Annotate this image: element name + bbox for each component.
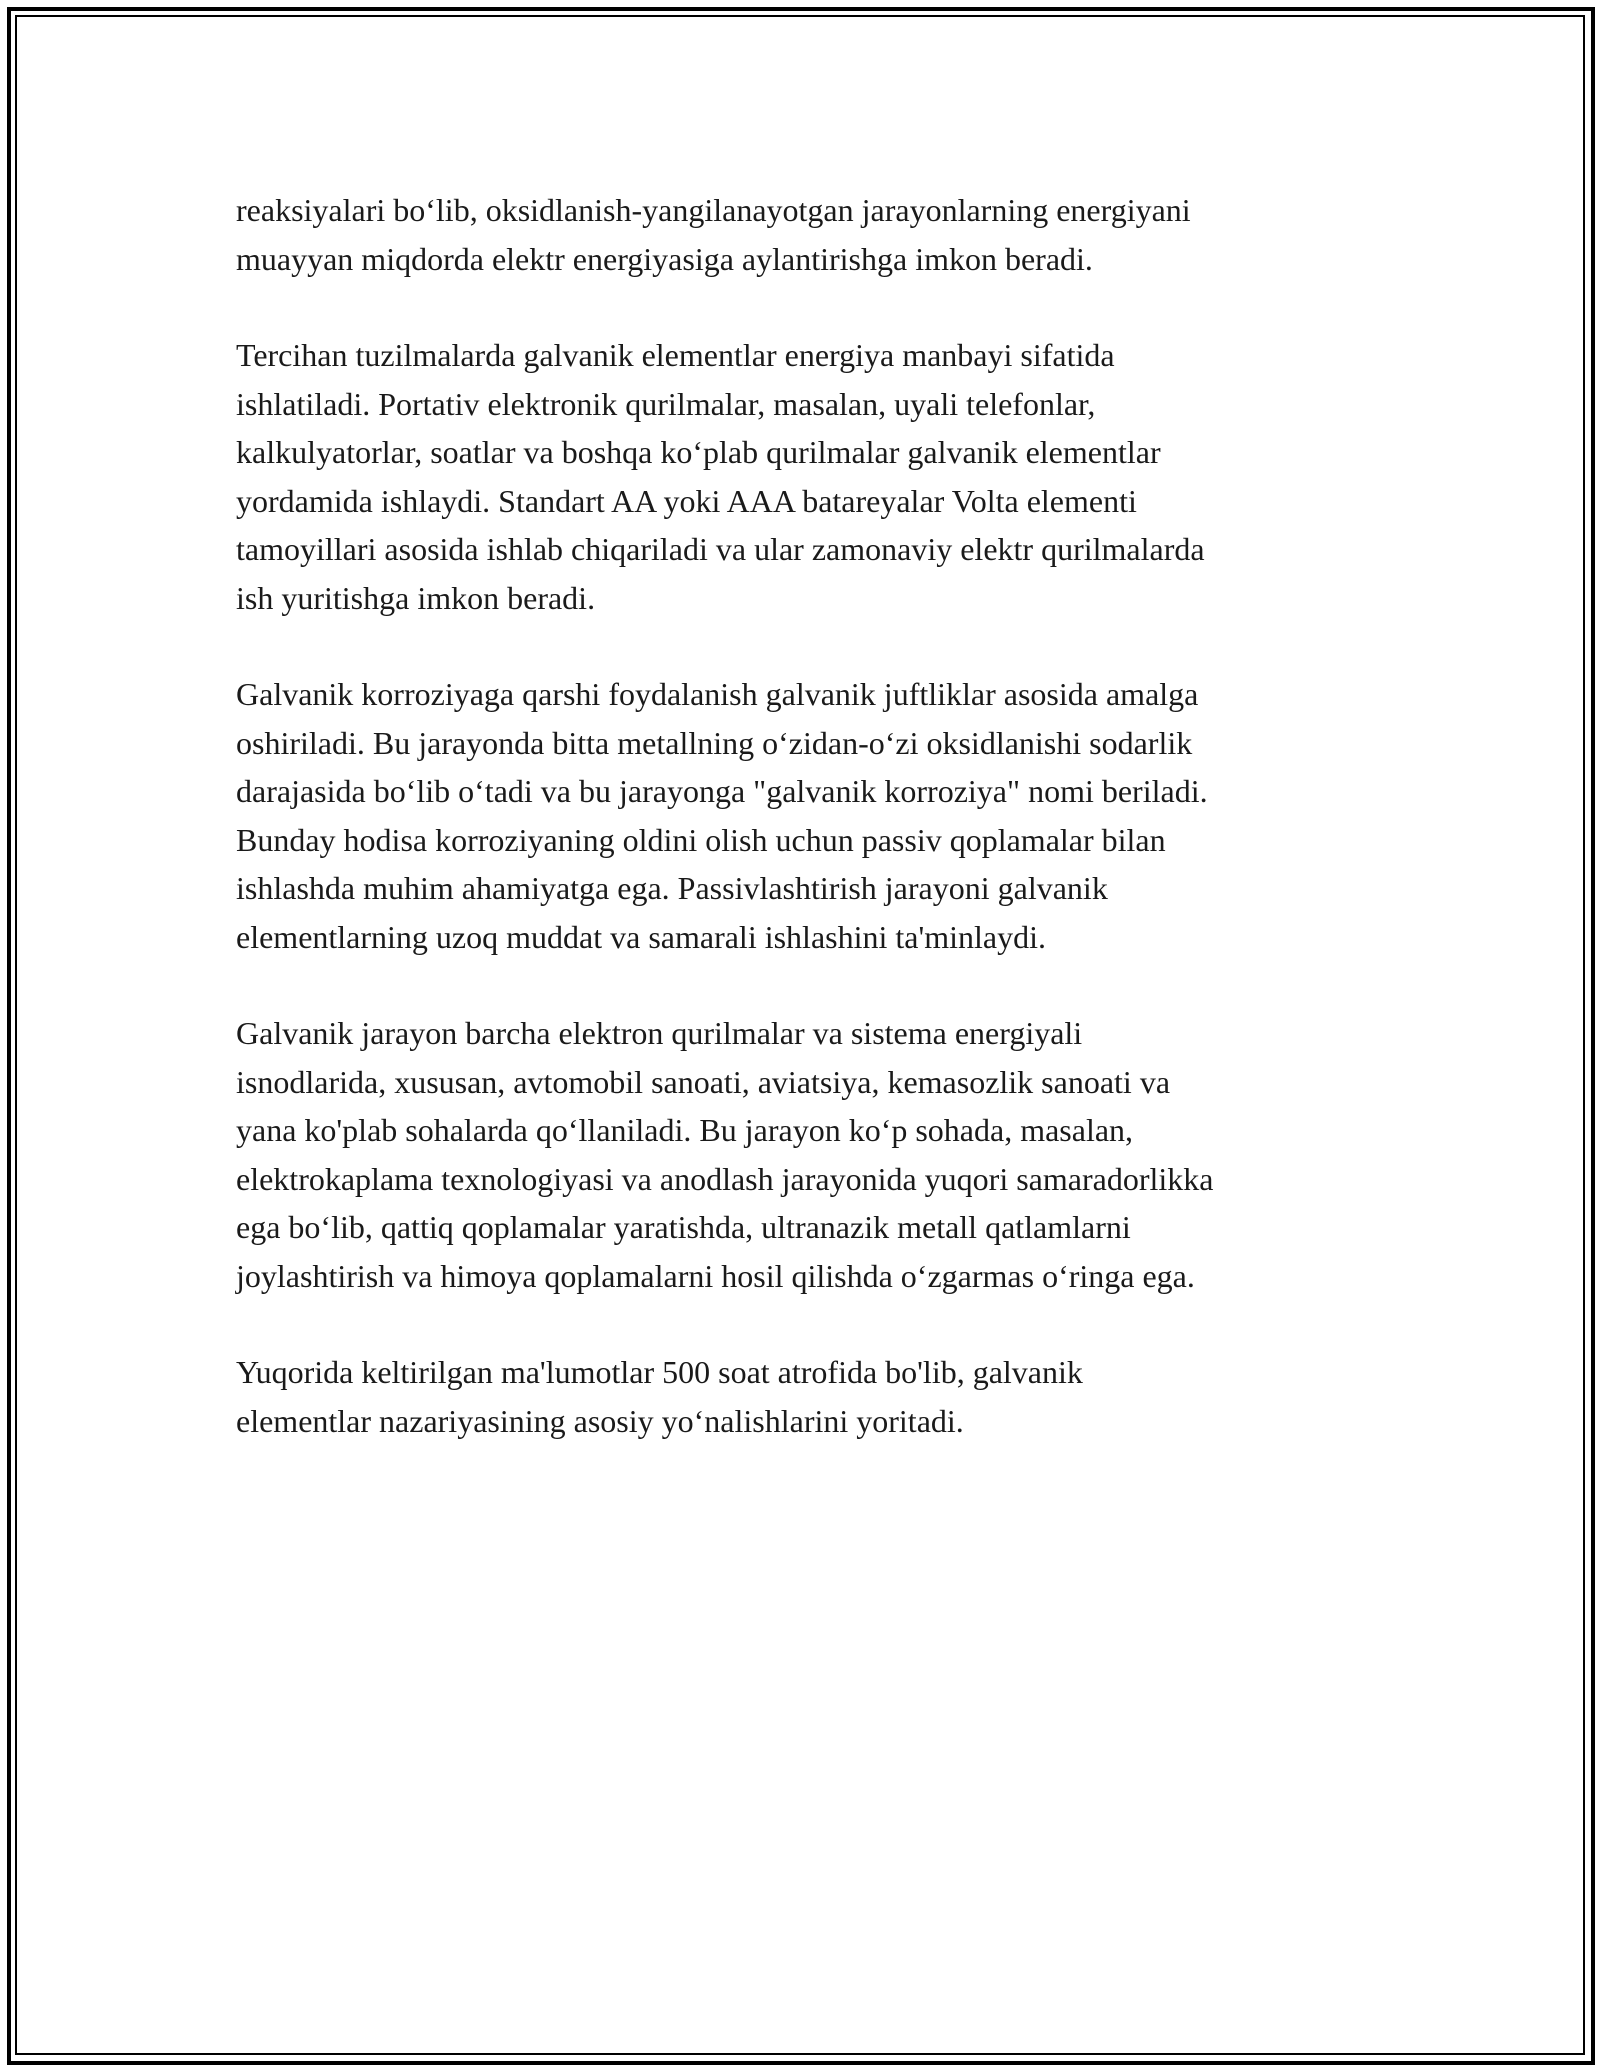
text-line: muayyan miqdorda elektr energiyasiga aylantirishga imkon beradi. (236, 240, 1093, 277)
text-line: Galvanik jarayon barcha elektron qurilmalar va sistema energiyali (236, 1015, 1083, 1051)
text-line: ega bo‘lib, qattiq qoplamalar yaratishda, ultranazik metall qatlamlarni (236, 1209, 1131, 1245)
text-line: ish yuritishga imkon beradi. (236, 579, 596, 616)
text-line: darajasida bo‘lib o‘tadi va bu jarayonga "galvanik korroziya" nomi beriladi. (236, 773, 1208, 809)
text-line: Tercihan tuzilmalarda galvanik elementlar energiya manbayi sifatida (236, 337, 1115, 373)
paragraph-5 (236, 1348, 1386, 1445)
text-line: reaksiyalari bo‘lib, oksidlanish-yangilanayotgan jarayonlarning energiyani (236, 192, 1191, 228)
text-line: elementlarning uzoq muddat va samarali ishlashini ta'minlaydi. (236, 918, 1046, 955)
paragraph-1 (236, 186, 1386, 283)
paragraph-3 (236, 670, 1386, 961)
text-line: Yuqorida keltirilgan ma'lumotlar 500 soat atrofida bo'lib, galvanik (236, 1354, 1083, 1390)
text-line: kalkulyatorlar, soatlar va boshqa ko‘plab qurilmalar galvanik elementlar (236, 434, 1161, 470)
text-line: joylashtirish va himoya qoplamalarni hosil qilishda o‘zgarmas o‘ringa ega. (236, 1257, 1195, 1294)
text-line: ishlashda muhim ahamiyatga ega. Passivlashtirish jarayoni galvanik (236, 870, 1108, 906)
paragraph-4 (236, 1009, 1386, 1300)
text-line: yana ko'plab sohalarda qo‘llaniladi. Bu jarayon ko‘p sohada, masalan, (236, 1112, 1134, 1148)
text-line: tamoyillari asosida ishlab chiqariladi va ular zamonaviy elektr qurilmalarda (236, 531, 1205, 567)
text-line: yordamida ishlaydi. Standart AA yoki AAA batareyalar Volta elementi (236, 482, 1137, 519)
text-line: elektrokaplama texnologiyasi va anodlash jarayonida yuqori samaradorlikka (236, 1160, 1214, 1197)
document-body (236, 186, 1386, 1493)
text-line: ishlatiladi. Portativ elektronik qurilmalar, masalan, uyali telefonlar, (236, 385, 1096, 422)
text-line: Bunday hodisa korroziyaning oldini olish uchun passiv qoplamalar bilan (236, 821, 1166, 858)
paragraph-2 (236, 331, 1386, 622)
text-line: oshiriladi. Bu jarayonda bitta metallning o‘zidan-o‘zi oksidlanishi sodarlik (236, 724, 1193, 761)
text-line: isnodlarida, xususan, avtomobil sanoati, aviatsiya, kemasozlik sanoati va (236, 1063, 1171, 1100)
text-line: elementlar nazariyasining asosiy yo‘nalishlarini yoritadi. (236, 1402, 964, 1439)
text-line: Galvanik korroziyaga qarshi foydalanish galvanik juftliklar asosida amalga (236, 676, 1199, 712)
